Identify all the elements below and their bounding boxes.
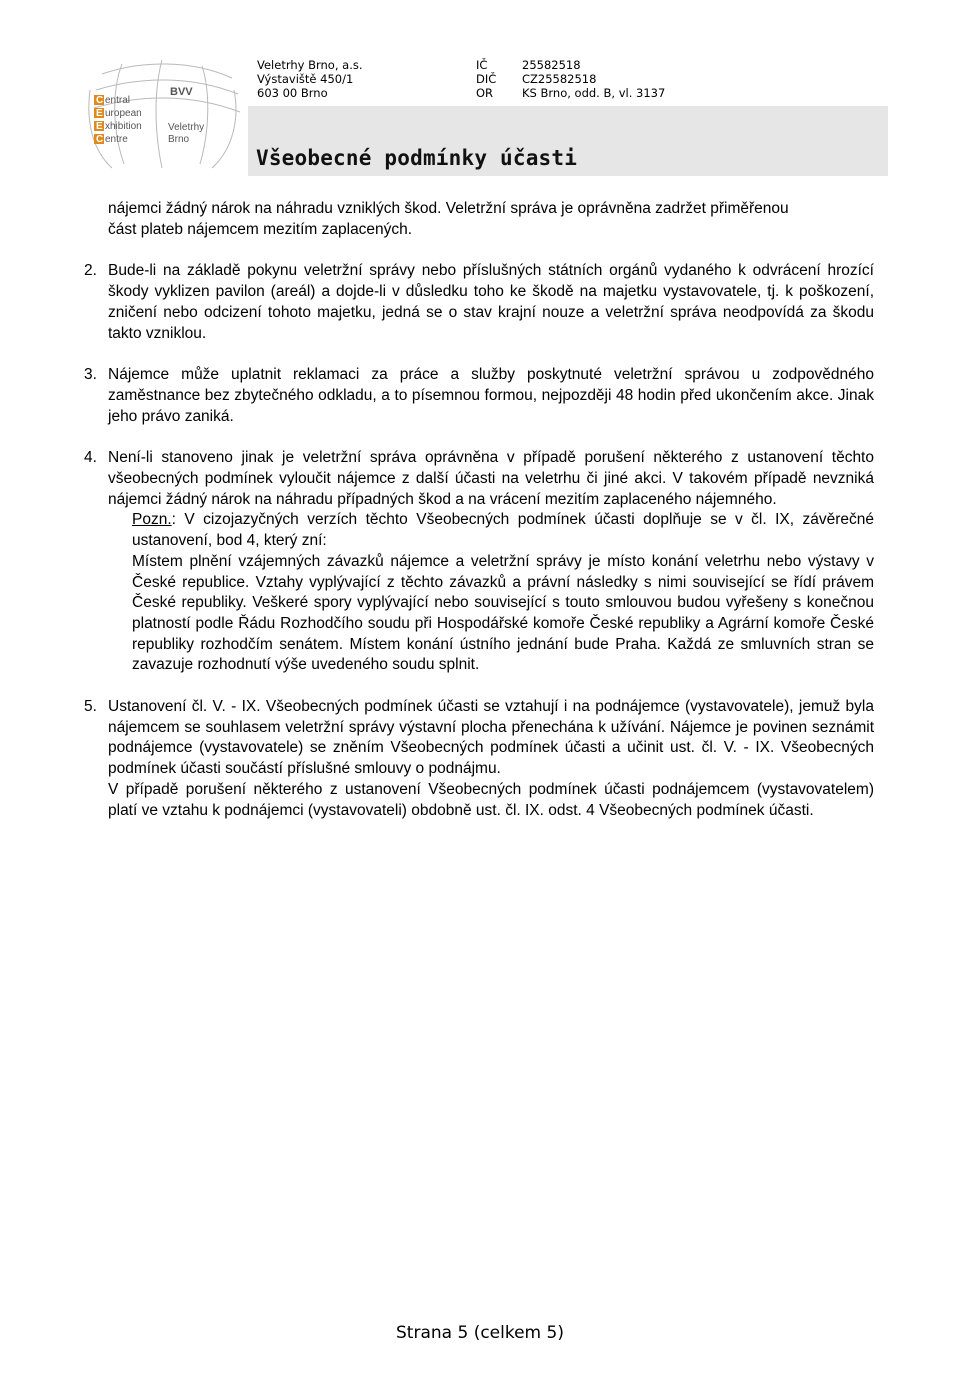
company-name: Veletrhy Brno, a.s.	[257, 58, 363, 72]
ceec-letter-e2: E	[96, 121, 103, 132]
company-id-values	[522, 58, 665, 100]
ic-label: IČ	[476, 58, 488, 72]
paragraph-4	[84, 448, 874, 676]
document-title: Všeobecné podmínky účasti	[256, 146, 578, 170]
ic-value: 25582518	[522, 58, 581, 72]
paragraph-2-text: Bude-li na základě pokynu veletržní správy nebo příslušných státních orgánů vydaného k odvrácení hrozící škody vyklizen pavilon (areál) a dojde-li v důsledku toho ke škodě na majetku vystavovatele, tj. k poškození, zničení nebo odcizení tohoto majetku, jedná se o stav krajní nouze a veletržní správa neodpovídá za škodu takto vzniklou.	[108, 262, 874, 342]
ceec-word-centre: entre	[105, 134, 128, 145]
document-body	[84, 199, 874, 821]
continuation-line-1: nájemci žádný nárok na náhradu vzniklých škod. Veletržní správa je oprávněna zadržet přiměřenou	[108, 200, 789, 217]
continuation-paragraph	[84, 199, 874, 240]
paragraph-4-text: Není-li stanoveno jinak je veletržní správa oprávněna v případě porušení některého z ustanovení těchto všeobecných podmínek vyloučit nájemce z další účasti na veletrhu či jiné akci. V takovém případě nevzniká nájemci žádný nárok na náhradu případných škod a na vrácení mezitím zaplaceného nájemného.	[108, 449, 874, 508]
ceec-word-central: entral	[105, 95, 131, 106]
paragraph-5-number: 5.	[84, 698, 97, 716]
paragraph-2-number: 2.	[84, 262, 97, 280]
paragraph-4-quote: Místem plnění vzájemných závazků nájemce a veletržní správy je místo konání veletrhu nebo výstavy v České republice. Vztahy vyplývající z těchto závazků a právní následky s nimi související se řídí právem České republiky. Veškeré spory vyplývající nebo související s touto smlouvou budou vyřešeny s konečnou platností podle Řádu Rozhodčího soudu při Hospodářské komoře České republiky a Agrární komoře České republiky rozhodčím senátem. Místem konání ústního jednání bude Praha. Každá ze smluvních stran se zavazuje rozhodnutí výše uvedeného soudu splnit.	[132, 552, 874, 674]
bvv-mark: BVV	[170, 86, 193, 98]
note-text: : V cizojazyčných verzích těchto Všeobecných podmínek účasti doplňuje se v čl. IX, závěrečné ustanovení, bod 4, který zní:	[132, 511, 874, 550]
ceec-word-european: uropean	[105, 108, 142, 119]
ceec-letter-c1: C	[96, 95, 104, 106]
paragraph-3-number: 3.	[84, 366, 97, 384]
or-value: KS Brno, odd. B, vl. 3137	[522, 86, 666, 100]
paragraph-5	[84, 697, 874, 821]
page-number: Strana 5 (celkem 5)	[396, 1323, 564, 1343]
ceec-word-exhibition: xhibition	[105, 121, 142, 132]
dic-label: DIČ	[476, 72, 497, 86]
ceec-letter-c2: C	[96, 134, 104, 145]
company-street: Výstaviště 450/1	[257, 72, 354, 86]
paragraph-5-text-2: V případě porušení některého z ustanovení Všeobecných podmínek účasti podnájemcem (vystavovatelem) platí ve vztahu k podnájemci (vystavovateli) obdobně ust. čl. IX. odst. 4 Všeobecných podmínek účasti.	[108, 780, 874, 819]
dic-value: CZ25582518	[522, 72, 597, 86]
company-city: 603 00 Brno	[257, 86, 328, 100]
or-label: OR	[476, 86, 494, 100]
paragraph-4-note	[108, 510, 874, 551]
paragraph-4-number: 4.	[84, 449, 97, 467]
paragraph-2	[84, 261, 874, 344]
continuation-line-2: část plateb nájemcem mezitím zaplacených.	[108, 220, 413, 238]
note-label: Pozn.	[132, 511, 172, 529]
logo-veletrhy: Veletrhy	[168, 122, 205, 133]
company-address	[257, 58, 363, 100]
ceec-letter-e1: E	[96, 108, 103, 119]
company-logo	[82, 60, 242, 172]
logo-brno: Brno	[168, 134, 190, 145]
paragraph-3	[84, 365, 874, 427]
paragraph-5-text-1: Ustanovení čl. V. - IX. Všeobecných podmínek účasti se vztahují i na podnájemce (vystavovatele), jemuž byla nájemcem se souhlasem veletržní správy výstavní plocha přenechána k užívání. Nájemce je povinen seznámit podnájemce (vystavovatele) se zněním Všeobecných podmínek účasti a učinit ust. čl. V. - IX. Všeobecných podmínek účasti součástí příslušné smlouvy o podnájmu.	[108, 698, 874, 778]
paragraph-3-text: Nájemce může uplatnit reklamaci za práce a služby poskytnuté veletržní správou u zodpovědného zaměstnance bez zbytečného odkladu, a to písemnou formou, nejpozději 48 hodin před ukončením akce. Jinak jeho právo zaniká.	[108, 366, 874, 425]
company-id-labels	[476, 58, 496, 100]
